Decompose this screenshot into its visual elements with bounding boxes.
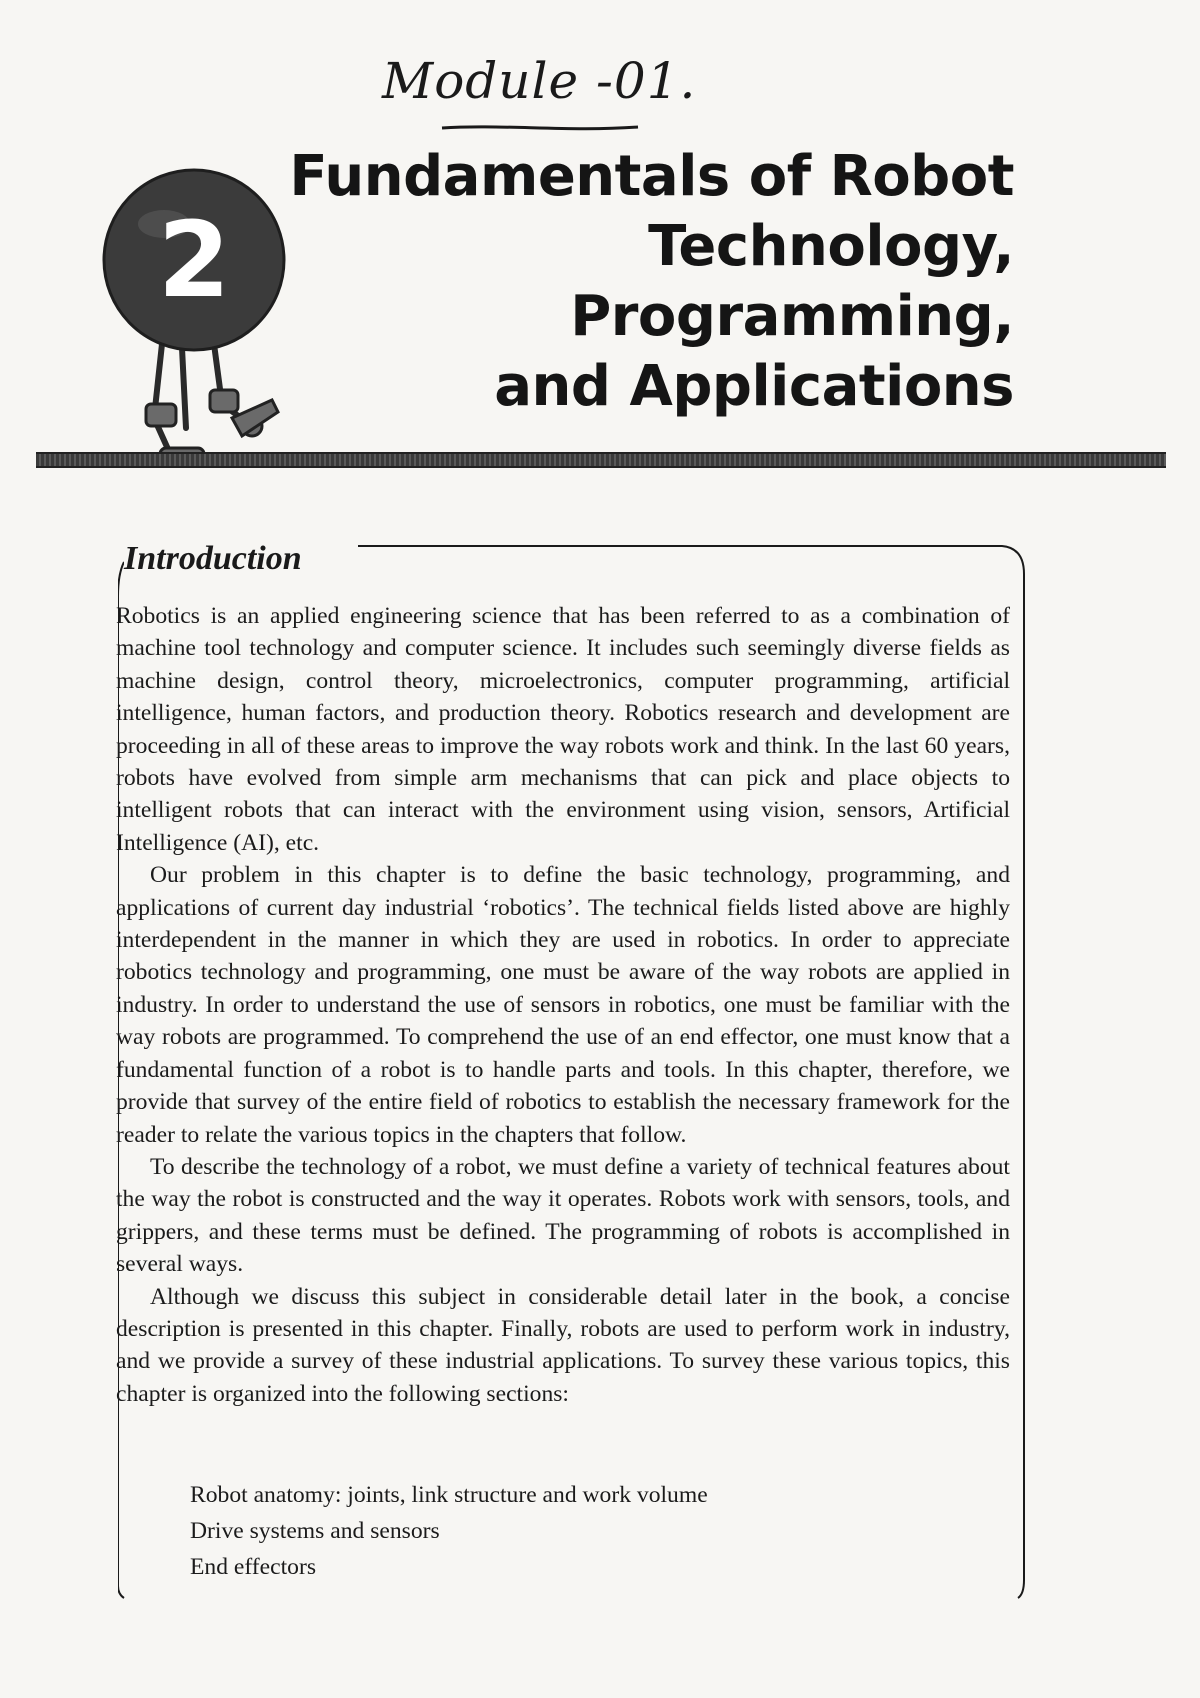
introduction-body — [116, 600, 1010, 1410]
handwritten-underline — [440, 122, 640, 134]
paragraph: Although we discuss this subject in considerable detail later in the book, a concise description is presented in this chapter. Finally, robots are used to perform work in industry, and we provide a survey of these industrial applications. To survey these various topics, this chapter is organized into the following sections: — [116, 1283, 1010, 1407]
handwritten-module-note: Module -01. — [382, 52, 697, 110]
paragraph: To describe the technology of a robot, we must define a variety of technical features about the way the robot is constructed and the way it operates. Robots work with sensors, tools, and grippers, and these terms must be defined. The programming of robots is accomplished in several ways. — [116, 1153, 1010, 1278]
chapter-title-line: Technology, Programming, — [570, 214, 1014, 349]
introduction-heading: Introduction — [124, 540, 308, 578]
list-item: Robot anatomy: joints, link structure and work volume — [190, 1482, 708, 1508]
paragraph: Our problem in this chapter is to define the basic technology, programming, and applications of current day industrial ‘robotics’. The technical fields listed above are highly interdependent in the manner in which they are used in robotics. In order to appreciate robotics technology and programming, one must be aware of the way robots are applied in industry. In order to understand the use of sensors in robotics, one must be familiar with the way robots are programmed. To comprehend the use of an end effector, one must know that a fundamental function of a robot is to handle parts and tools. In this chapter, therefore, we provide that survey of the entire field of robotics to establish the necessary framework for the reader to relate the various topics in the chapters that follow. — [116, 862, 1010, 1148]
list-item: End effectors — [190, 1554, 316, 1580]
paragraph: Robotics is an applied engineering science that has been referred to as a combination of machine tool technology and computer science. It includes such seemingly diverse fields as machine design, control theory, microelectronics, computer programming, artificial intelligence, human factors, and production theory. Robotics research and development are proceeding in all of these areas to improve the way robots work and think. In the last 60 years, robots have evolved from simple arm mechanisms that can pick and place objects to intelligent robots that can interact with the environment using vision, sensors, Artificial Intelligence (AI), etc. — [116, 603, 1010, 856]
sections-list — [190, 1477, 708, 1585]
chapter-title-line: Fundamentals of Robot — [289, 144, 1014, 209]
chapter-number: 2 — [157, 199, 231, 321]
chapter-title-line: and Applications — [494, 354, 1014, 419]
list-item: Drive systems and sensors — [190, 1518, 440, 1544]
header-divider — [36, 452, 1166, 468]
chapter-title — [254, 142, 1014, 422]
